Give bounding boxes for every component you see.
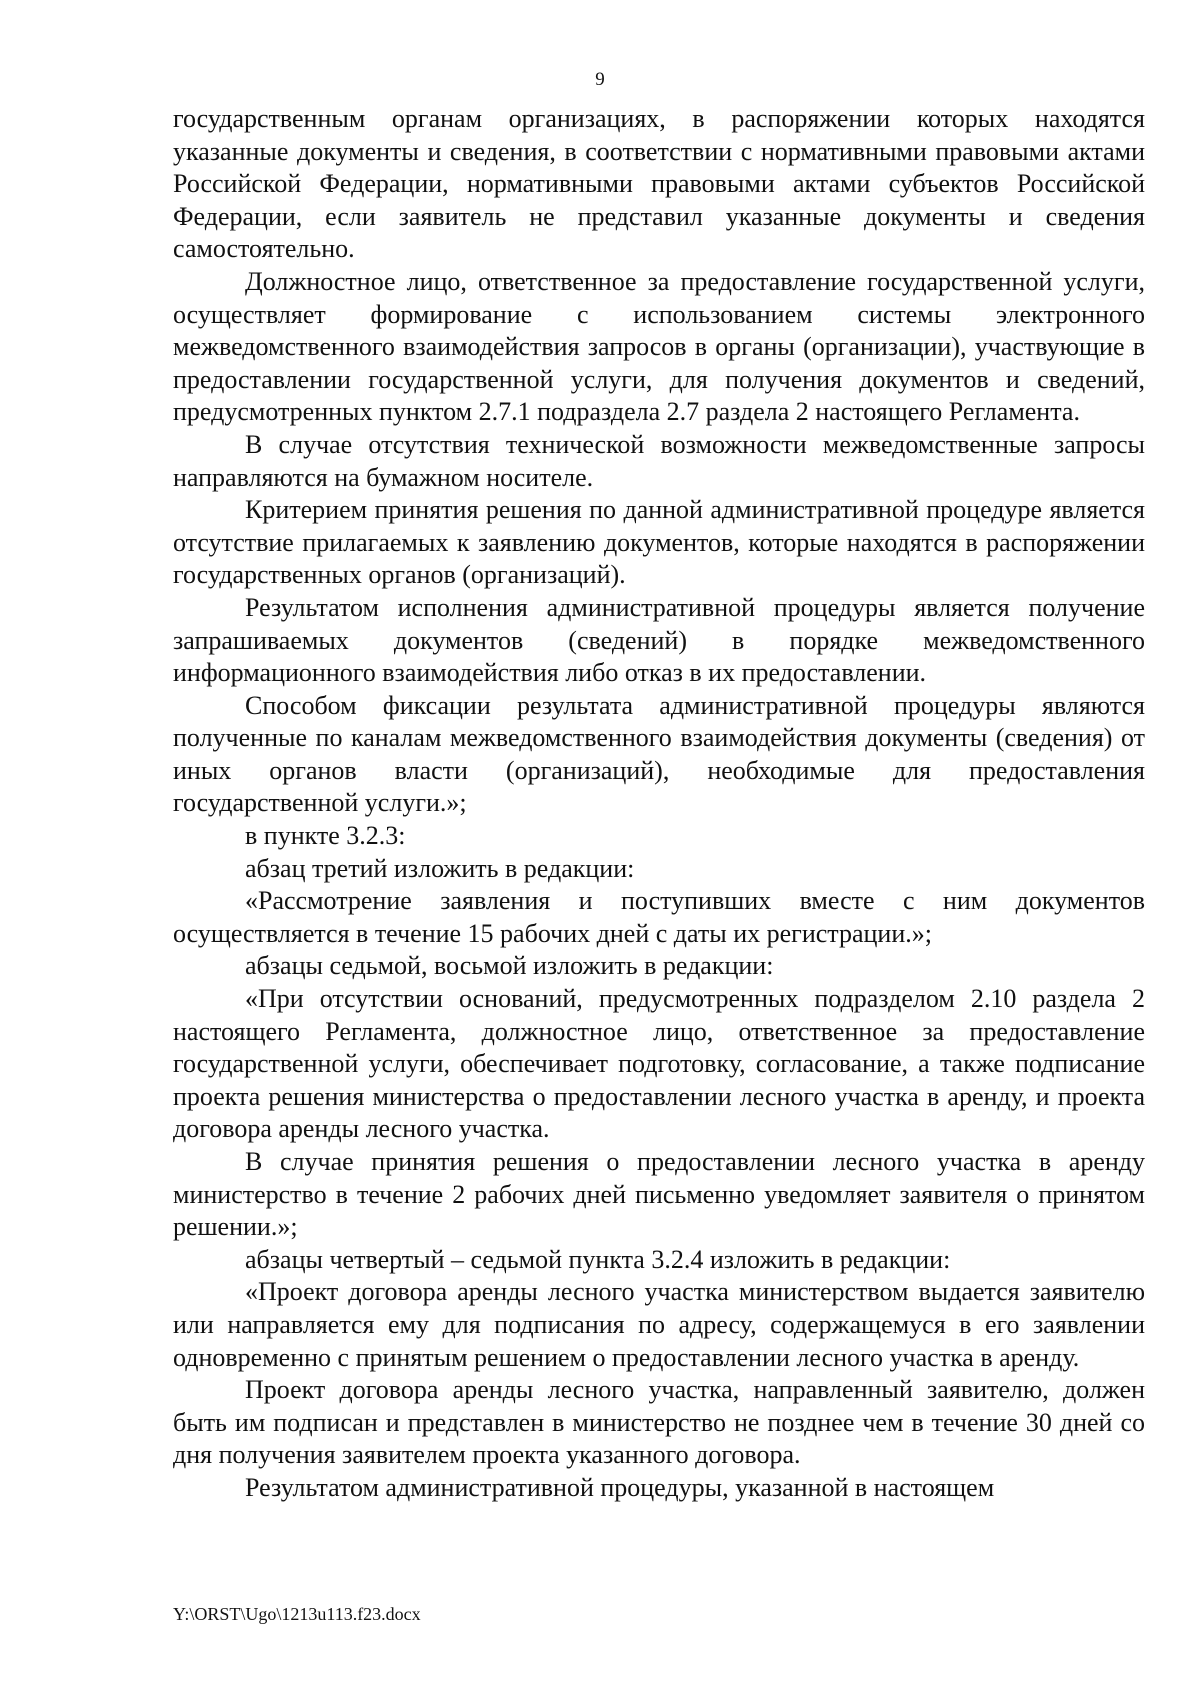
paragraph: абзац третий изложить в редакции: <box>245 853 635 883</box>
paragraph: Проект договора аренды лесного участка, направленный заявителю, должен быть им подписан и представлен в министерство не позднее чем в течение 30 дней со дня получения заявителем проекта указанного договора. <box>173 1375 1145 1470</box>
paragraph: абзацы четвертый – седьмой пункта 3.2.4 изложить в редакции: <box>245 1244 951 1274</box>
paragraph: Должностное лицо, ответственное за предоставление государственной услуги, осуществляет формирование с использованием системы электронного межведомственного взаимодействия запросов в органы (организации), участвующие в предоставлении государственной услуги, для получения документов и сведений, предусмотренных пунктом 2.7.1 подраздела 2.7 раздела 2 настоящего Регламента. <box>173 266 1145 427</box>
paragraph: абзацы седьмой, восьмой изложить в редакции: <box>245 951 774 981</box>
paragraph: «Проект договора аренды лесного участка министерством выдается заявителю или направляется ему для подписания по адресу, содержащемуся в его заявлении одновременно с принятым решением о предоставлении лесного участка в аренду. <box>173 1277 1145 1372</box>
paragraph: государственным органам организациях, в распоряжении которых находятся указанные документы и сведения, в соответствии с нормативными правовыми актами Российской Федерации, нормативными правовыми актами субъектов Российской Федерации, если заявитель не представил указанные документы и сведения самостоятельно. <box>173 104 1145 264</box>
paragraph: Способом фиксации результата административной процедуры являются полученные по каналам межведомственного взаимодействия документы (сведения) от иных органов власти (организаций), необходимые для предоставления государственной услуги.»; <box>173 690 1145 818</box>
paragraph: в пункте 3.2.3: <box>245 821 406 851</box>
paragraph: «Рассмотрение заявления и поступивших вместе с ним документов осуществляется в течение 15 рабочих дней с даты их регистрации.»; <box>173 886 1145 948</box>
footer-file-path: Y:\ORST\Ugo\1213u113.f23.docx <box>173 1604 421 1624</box>
page-number: 9 <box>595 69 605 90</box>
paragraph: Критерием принятия решения по данной административной процедуре является отсутствие прилагаемых к заявлению документов, которые находятся в распоряжении государственных органов (организаций). <box>173 495 1145 590</box>
paragraph: В случае отсутствия технической возможности межведомственные запросы направляются на бумажном носителе. <box>173 429 1145 492</box>
paragraph: «При отсутствии оснований, предусмотренных подразделом 2.10 раздела 2 настоящего Регламента, должностное лицо, ответственное за предоставление государственной услуги, обеспечивает подготовку, согласование, а также подписание проекта решения министерства о предоставлении лесного участка в аренду, и проекта договора аренды лесного участка. <box>173 984 1145 1144</box>
paragraph: Результатом административной процедуры, указанной в настоящем <box>245 1472 995 1502</box>
paragraph: В случае принятия решения о предоставлении лесного участка в аренду министерство в течение 2 рабочих дней письменно уведомляет заявителя о принятом решении.»; <box>173 1147 1145 1242</box>
paragraph: Результатом исполнения административной процедуры является получение запрашиваемых документов (сведений) в порядке межведомственного информационного взаимодействия либо отказ в их предоставлении. <box>173 592 1145 688</box>
document-body <box>173 103 1145 1505</box>
